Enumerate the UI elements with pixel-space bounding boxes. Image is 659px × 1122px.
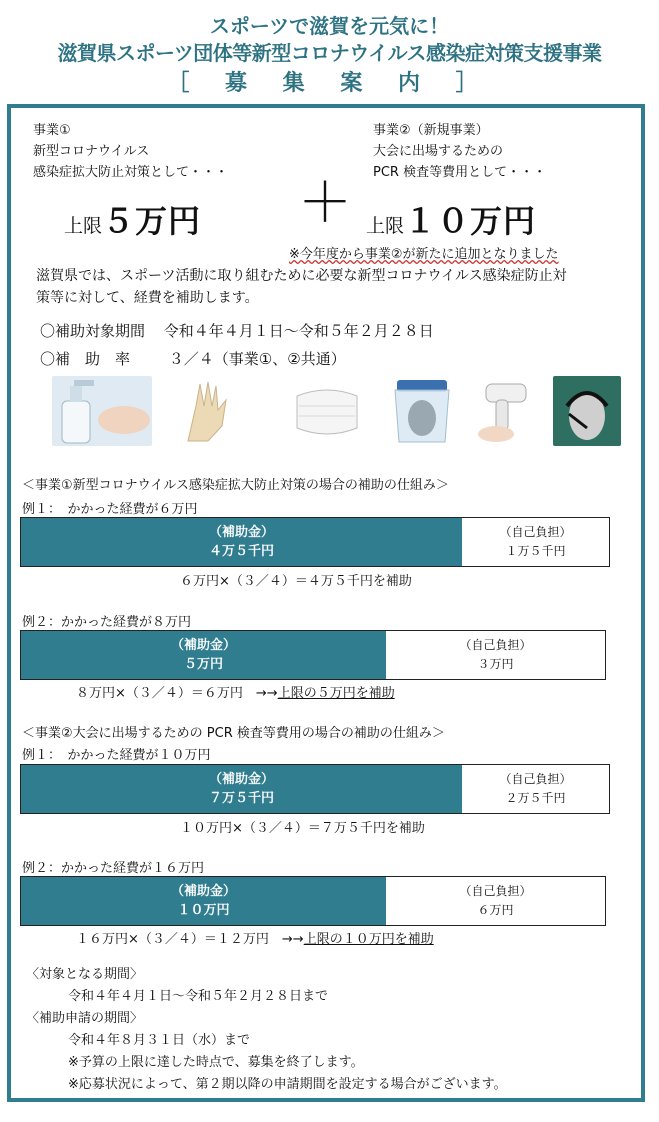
- s1-ex1-calc: ６万円×（３／４）＝４万５千円を補助: [180, 574, 412, 589]
- face-mask-icon: [285, 376, 369, 446]
- period-label: 〇補助対象期間: [40, 322, 146, 340]
- s1-ex2-own-label: （自己負担）: [459, 638, 532, 652]
- s2-ex1-subsidy: [21, 765, 462, 813]
- s2-ex2-sub-amount: １０万円: [177, 903, 230, 918]
- s2-ex1-calc: １０万円×（３／４）＝７万５千円を補助: [180, 821, 425, 836]
- apply-period-label: 〈補助申請の期間〉: [26, 1011, 144, 1026]
- thermometer-icon: [466, 376, 536, 446]
- header-line1: スポーツで滋賀を元気に！: [209, 14, 450, 38]
- face-shield-icon: [387, 376, 457, 446]
- s1-ex1-sub-label: （補助金）: [208, 525, 274, 540]
- s1-ex2-calc: [76, 682, 395, 701]
- s1-ex2-calc-b: 上限の５万円を補助: [277, 686, 395, 701]
- s2-ex2-own-label: （自己負担）: [459, 884, 532, 898]
- target-period-label: 〈対象となる期間〉: [26, 967, 144, 982]
- s2-ex2-own-amount: ６万円: [477, 903, 514, 917]
- s2-ex2-title: 例２：かかった経費が１６万円: [22, 861, 205, 876]
- s1-ex2-sub-label: （補助金）: [170, 638, 236, 653]
- headset-mic-icon: [553, 376, 621, 446]
- project1-limit-prefix: 上限: [64, 215, 103, 237]
- project2-limit: [366, 196, 536, 242]
- plus-icon: ＋: [298, 171, 352, 234]
- s1-ex2-subsidy: [21, 631, 386, 679]
- s2-ex1-title: 例１： かかった経費が１０万円: [22, 748, 211, 763]
- s2-ex2-own: [386, 877, 605, 925]
- s2-ex2-calc-a: １６万円×（３／４）＝１２万円 →→: [76, 932, 304, 947]
- project2-desc2: PCR 検査等費用として・・・: [373, 165, 547, 180]
- s1-ex1-subsidy: [21, 518, 462, 566]
- s1-ex1-title: 例１： かかった経費が６万円: [22, 502, 198, 517]
- rate-row: [40, 348, 346, 369]
- project2-block: [373, 120, 546, 183]
- s1-ex1-own-label: （自己負担）: [499, 525, 572, 539]
- project2-limit-amount: １０万円: [404, 202, 537, 240]
- s2-ex2-calc-b: 上限の１０万円を補助: [303, 932, 434, 947]
- gloves-icon: [178, 376, 246, 446]
- footer-note1: ※予算の上限に達した時点で、募集を終了します。: [68, 1055, 364, 1070]
- s2-ex1-own: [462, 765, 609, 813]
- rate-label: 〇補 助 率: [40, 350, 131, 368]
- s1-ex2-bar: [20, 630, 606, 680]
- s1-ex1-own: [462, 518, 609, 566]
- s2-ex1-own-label: （自己負担）: [499, 772, 572, 786]
- intro-text: [36, 265, 567, 309]
- s2-ex1-sub-amount: ７万５千円: [208, 791, 274, 806]
- s1-ex1-sub-amount: ４万５千円: [208, 544, 274, 559]
- footer-block: [26, 964, 507, 1096]
- s1-ex2-own-amount: ３万円: [477, 657, 514, 671]
- footer-note2: ※応募状況によって、第２期以降の申請期間を設定する場合がございます。: [68, 1077, 507, 1092]
- s2-ex1-bar: [20, 764, 610, 814]
- s1-ex1-own-amount: １万５千円: [505, 544, 566, 558]
- section2-title: ＜事業②大会に出場するための PCR 検査等費用の場合の補助の仕組み＞: [22, 726, 445, 741]
- page-title: 滋賀県スポーツ団体等新型コロナウイルス感染症対策支援事業: [57, 41, 602, 65]
- project2-limit-prefix: 上限: [366, 215, 405, 237]
- project1-block: [33, 120, 228, 183]
- project1-desc1: 新型コロナウイルス: [33, 144, 150, 159]
- s1-ex2-calc-a: ８万円×（３／４）＝６万円 →→: [76, 686, 278, 701]
- new-project-note: ※今年度から事業②が新たに追加となりました: [289, 247, 559, 262]
- s2-ex1-own-amount: ２万５千円: [505, 791, 566, 805]
- intro-line1: 滋賀県では、スポーツ活動に取り組むために必要な新型コロナウイルス感染症防止対: [36, 268, 567, 284]
- s2-ex2-sub-label: （補助金）: [170, 884, 236, 899]
- project1-label: 事業①: [33, 123, 71, 138]
- project1-limit: [64, 196, 201, 242]
- s2-ex2-subsidy: [21, 877, 386, 925]
- project1-desc2: 感染症拡大防止対策として・・・: [33, 165, 229, 180]
- hand-sanitizer-icon: [52, 376, 152, 446]
- rate-value: ３／４（事業①、②共通）: [168, 350, 346, 368]
- s1-ex1-bar: [20, 517, 610, 567]
- project2-desc1: 大会に出場するための: [373, 144, 504, 159]
- period-value: 令和４年４月１日～令和５年２月２８日: [163, 322, 434, 340]
- s1-ex2-sub-amount: ５万円: [183, 657, 223, 672]
- header-recruit: ［ 募 集 案 内 ］: [167, 71, 492, 96]
- target-period-value: 令和４年４月１日～令和５年２月２８日まで: [68, 989, 329, 1004]
- apply-period-value: 令和４年８月３１日（水）まで: [68, 1033, 251, 1048]
- s1-ex2-title: 例２：かかった経費が８万円: [22, 615, 192, 630]
- s2-ex2-bar: [20, 876, 606, 926]
- s2-ex2-calc: [76, 928, 434, 947]
- period-row: [40, 320, 434, 341]
- section1-title: ＜事業①新型コロナウイルス感染症拡大防止対策の場合の補助の仕組み＞: [22, 478, 449, 493]
- s1-ex2-own: [386, 631, 605, 679]
- project1-limit-amount: ５万円: [102, 202, 202, 240]
- intro-line2: 策等に対して、経費を補助します。: [36, 290, 259, 306]
- s2-ex1-sub-label: （補助金）: [208, 772, 274, 787]
- project2-label: 事業②（新規事業）: [373, 123, 489, 138]
